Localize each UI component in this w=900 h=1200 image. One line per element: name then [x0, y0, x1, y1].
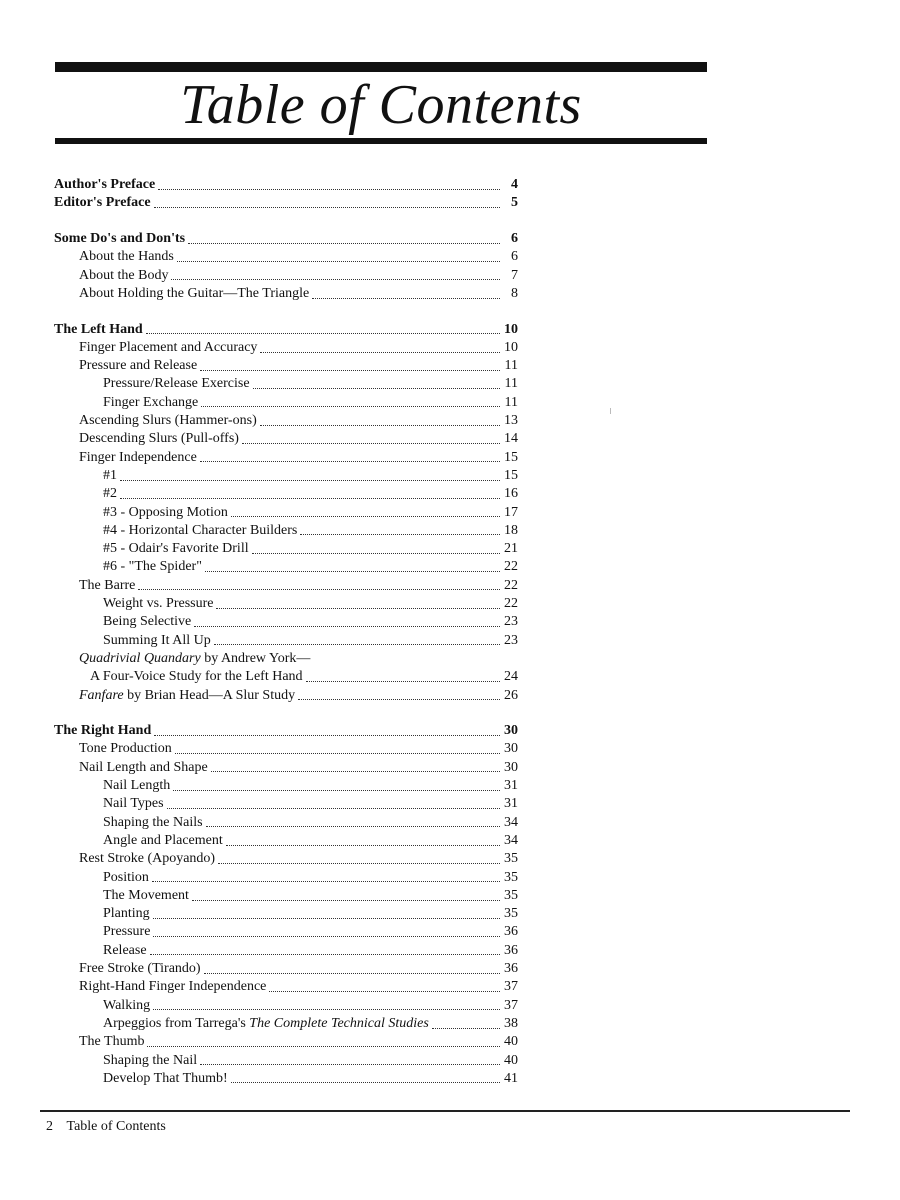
dot-leader — [167, 808, 500, 809]
toc-entry-page: 24 — [504, 669, 518, 685]
toc-entry — [54, 449, 518, 467]
toc-entry-label-text: Arpeggios from Tarrega's — [103, 1015, 250, 1031]
toc-entry-page: 35 — [504, 851, 518, 867]
toc-entry-label-text: by Andrew York— — [200, 650, 311, 666]
toc-entry — [54, 777, 518, 795]
dot-leader — [173, 790, 500, 791]
dot-leader — [231, 516, 500, 517]
toc-entry-page: 31 — [504, 796, 518, 812]
dot-leader — [154, 735, 500, 736]
toc-entry-label-text: About the Body — [79, 267, 169, 283]
toc-entry-page: 16 — [504, 486, 518, 502]
toc-entry-label-text: Finger Placement and Accuracy — [79, 339, 258, 355]
toc-entry — [54, 759, 518, 777]
toc-entry-label-text: #1 — [103, 467, 117, 483]
toc-entry-page: 6 — [511, 230, 518, 246]
toc-entry — [54, 960, 518, 978]
toc-entry-page: 41 — [504, 1070, 518, 1086]
dot-leader — [200, 370, 500, 371]
toc-entry — [54, 923, 518, 941]
toc-entry — [54, 795, 518, 813]
dot-leader — [120, 498, 500, 499]
toc-entry — [54, 577, 518, 595]
dot-leader — [298, 699, 500, 700]
dot-leader — [120, 480, 500, 481]
toc-entry — [54, 267, 518, 285]
toc-entry — [54, 1033, 518, 1051]
toc-entry-page: 15 — [504, 449, 518, 465]
toc-entry-page: 30 — [504, 759, 518, 775]
toc-entry-label — [79, 449, 197, 467]
toc-entry — [54, 887, 518, 905]
toc-entry — [54, 740, 518, 758]
toc-entry — [54, 942, 518, 960]
toc-entry — [54, 430, 518, 448]
dot-leader — [188, 243, 500, 244]
toc-entry-page: 34 — [504, 814, 518, 830]
toc-entry-label-text: Planting — [103, 906, 150, 922]
dot-leader — [153, 1009, 500, 1010]
toc-entry-label-text: Develop That Thumb! — [103, 1070, 228, 1086]
toc-entry-page: 35 — [504, 906, 518, 922]
toc-entry-label — [79, 412, 257, 430]
toc-entry-label — [54, 722, 151, 740]
toc-entry-label — [79, 650, 310, 668]
toc-entry — [54, 613, 518, 631]
toc-entry — [54, 814, 518, 832]
toc-entry-label — [103, 777, 170, 795]
toc-entry-label-text: Position — [103, 869, 149, 885]
toc-entry — [54, 1052, 518, 1070]
toc-entry-label — [103, 869, 149, 887]
toc-entry-label-text: Descending Slurs (Pull-offs) — [79, 431, 239, 447]
toc-entry-label — [79, 960, 201, 978]
toc-entry-label — [54, 321, 143, 339]
toc-entry-page: 34 — [504, 832, 518, 848]
footer-page-number: 2 — [46, 1119, 53, 1134]
dot-leader — [300, 534, 500, 535]
toc-entry-label-text: The Right Hand — [54, 723, 152, 739]
toc-entry — [54, 357, 518, 375]
toc-entry-page: 23 — [504, 632, 518, 648]
toc-entry-page: 31 — [504, 778, 518, 794]
toc-entry-label-text: Finger Independence — [79, 449, 197, 465]
toc-entry-page: 11 — [504, 358, 518, 374]
toc-entry-page: 35 — [504, 887, 518, 903]
dot-leader — [218, 863, 500, 864]
toc-entry-label — [79, 668, 303, 686]
toc-entry — [54, 1015, 518, 1033]
toc-entry-page: 37 — [504, 997, 518, 1013]
toc-entry-label — [103, 485, 117, 503]
toc-entry — [54, 467, 518, 485]
toc-entry — [54, 722, 518, 740]
dot-leader — [200, 461, 500, 462]
dot-leader — [231, 1082, 500, 1083]
toc-entry-label — [54, 194, 151, 212]
dot-leader — [204, 973, 500, 974]
toc-entry-label-text: Shaping the Nail — [103, 1052, 198, 1068]
dot-leader — [194, 626, 500, 627]
toc-entry — [54, 668, 518, 686]
toc-entry-page: 30 — [504, 723, 518, 739]
dot-leader — [216, 608, 500, 609]
toc-entry — [54, 339, 518, 357]
dot-leader — [206, 826, 500, 827]
dot-leader — [177, 261, 500, 262]
toc-entry-page: 5 — [511, 195, 518, 211]
toc-entry-label-text: Pressure and Release — [79, 358, 198, 374]
toc-entry-page: 15 — [504, 467, 518, 483]
toc-entry-label — [103, 632, 211, 650]
toc-entry-label — [103, 887, 189, 905]
page-title: Table of Contents — [180, 74, 582, 136]
dot-leader — [201, 406, 500, 407]
dot-leader — [226, 845, 500, 846]
toc-entry-label — [103, 522, 297, 540]
dot-leader — [211, 771, 500, 772]
dot-leader — [138, 589, 500, 590]
toc-entry-label — [79, 1033, 144, 1051]
toc-entry-label-text: Release — [103, 942, 147, 958]
toc-entry — [54, 230, 518, 248]
toc-entry — [54, 850, 518, 868]
footer-section-title: Table of Contents — [66, 1119, 166, 1134]
toc-entry-label — [79, 285, 309, 303]
toc-entry-label — [79, 740, 172, 758]
dot-leader — [158, 189, 500, 190]
toc-entry-label — [79, 430, 239, 448]
toc-entry-label-text: Nail Length — [103, 778, 171, 794]
dot-leader — [175, 753, 500, 754]
toc-entry — [54, 632, 518, 650]
toc-entry-label — [103, 905, 150, 923]
toc-entry-label — [103, 1052, 197, 1070]
toc-entry-label-text: About the Hands — [79, 249, 174, 265]
toc-entry-label — [54, 176, 155, 194]
toc-entry-label-text: #2 — [103, 486, 117, 502]
toc-entry-label-text: Some Do's and Don'ts — [54, 230, 186, 246]
dot-leader — [260, 352, 500, 353]
toc-list — [54, 176, 518, 1088]
dot-leader — [269, 991, 500, 992]
toc-entry-label-text: #6 - "The Spider" — [103, 559, 202, 575]
toc-entry-label-text: The Movement — [103, 887, 189, 903]
toc-entry — [54, 978, 518, 996]
toc-entry-label-text: Pressure — [103, 924, 151, 940]
toc-entry-label — [103, 595, 213, 613]
toc-entry-page: 21 — [504, 541, 518, 557]
toc-entry-label — [103, 613, 191, 631]
toc-entry-label — [79, 577, 135, 595]
toc-entry-label — [103, 832, 223, 850]
dot-leader — [205, 571, 500, 572]
toc-entry-label-text: #3 - Opposing Motion — [103, 504, 228, 520]
toc-entry-label-text: by Brian Head—A Slur Study — [123, 687, 296, 703]
toc-entry — [54, 1070, 518, 1088]
toc-entry-label-text: A Four-Voice Study for the Left Hand — [90, 669, 303, 685]
dot-leader — [192, 900, 500, 901]
toc-entry — [54, 285, 518, 303]
dot-leader — [214, 644, 500, 645]
toc-entry-label-text: Right-Hand Finger Independence — [79, 979, 267, 995]
dot-leader — [253, 388, 500, 389]
toc-entry-label-text: Finger Exchange — [103, 394, 199, 410]
toc-entry-page: 11 — [504, 376, 518, 392]
toc-entry-page: 14 — [504, 431, 518, 447]
toc-entry-page: 22 — [504, 596, 518, 612]
toc-entry-label — [79, 248, 174, 266]
dot-leader — [146, 333, 500, 334]
scan-speck — [610, 408, 611, 414]
toc-entry — [54, 905, 518, 923]
toc-entry-page: 36 — [504, 924, 518, 940]
toc-entry-label-text: Free Stroke (Tirando) — [79, 961, 201, 977]
toc-entry-label — [103, 540, 249, 558]
toc-entry — [54, 650, 518, 668]
toc-entry-page: 17 — [504, 504, 518, 520]
toc-entry-page: 36 — [504, 961, 518, 977]
toc-entry-page: 37 — [504, 979, 518, 995]
toc-entry-label-text: About Holding the Guitar—The Triangle — [79, 285, 310, 301]
toc-entry-page: 11 — [504, 394, 518, 410]
toc-entry-page: 8 — [511, 285, 518, 301]
toc-entry — [54, 832, 518, 850]
toc-entry-label-text: The Left Hand — [54, 321, 143, 337]
toc-entry-label — [79, 759, 208, 777]
toc-entry-page: 40 — [504, 1052, 518, 1068]
toc-entry-label-text: Tone Production — [79, 741, 172, 757]
toc-entry — [54, 248, 518, 266]
dot-leader — [242, 443, 500, 444]
dot-leader — [171, 279, 500, 280]
toc-entry — [54, 997, 518, 1015]
dot-leader — [152, 881, 500, 882]
toc-entry-label — [79, 850, 215, 868]
toc-entry-label-text: The Thumb — [79, 1034, 145, 1050]
toc-entry-label-italic: Quadrivial Quandary — [79, 650, 201, 666]
toc-entry-label-text: Author's Preface — [54, 177, 156, 192]
toc-entry — [54, 522, 518, 540]
toc-entry-label — [54, 230, 185, 248]
toc-entry-label-text: Nail Types — [103, 796, 164, 812]
toc-entry-label — [103, 1015, 429, 1033]
dot-leader — [200, 1064, 500, 1065]
toc-entry-label — [103, 504, 228, 522]
toc-entry-label — [103, 923, 150, 941]
toc-entry-label-text: Weight vs. Pressure — [103, 596, 214, 612]
toc-entry-label — [79, 687, 295, 705]
dot-leader — [312, 298, 500, 299]
toc-entry-label — [79, 267, 168, 285]
toc-entry-page: 10 — [504, 339, 518, 355]
toc-entry-label — [79, 978, 266, 996]
toc-entry-page: 22 — [504, 577, 518, 593]
toc-entry-label-italic: The Complete Technical Studies — [249, 1015, 429, 1031]
toc-entry-page: 36 — [504, 942, 518, 958]
toc-entry-label — [103, 795, 164, 813]
toc-entry — [54, 412, 518, 430]
toc-entry-label — [103, 558, 202, 576]
toc-entry — [54, 485, 518, 503]
toc-entry — [54, 504, 518, 522]
toc-entry-label-italic: Fanfare — [79, 687, 124, 703]
toc-entry — [54, 394, 518, 412]
toc-entry-label — [103, 942, 147, 960]
toc-entry-label-text: Shaping the Nails — [103, 814, 203, 830]
title-rule-bottom — [55, 138, 707, 144]
toc-entry-label — [103, 997, 150, 1015]
toc-entry-label — [103, 1070, 228, 1088]
dot-leader — [153, 918, 500, 919]
dot-leader — [252, 553, 500, 554]
toc-entry — [54, 595, 518, 613]
toc-entry-page: 13 — [504, 413, 518, 429]
toc-entry-page: 35 — [504, 869, 518, 885]
toc-entry — [54, 321, 518, 339]
toc-entry-label-text: The Barre — [79, 577, 136, 593]
dot-leader — [154, 207, 500, 208]
toc-entry-label — [79, 339, 257, 357]
toc-entry — [54, 869, 518, 887]
toc-entry-label — [79, 357, 197, 375]
toc-entry-label-text: Nail Length and Shape — [79, 759, 208, 775]
toc-entry-page: 10 — [504, 321, 518, 337]
toc-entry — [54, 540, 518, 558]
toc-entry-label-text: Ascending Slurs (Hammer-ons) — [79, 413, 257, 429]
toc-entry-label-text: Angle and Placement — [103, 832, 223, 848]
toc-entry-label-text: Being Selective — [103, 614, 192, 630]
dot-leader — [432, 1028, 500, 1029]
toc-entry — [54, 687, 518, 705]
dot-leader — [260, 425, 500, 426]
toc-entry-label-text: #4 - Horizontal Character Builders — [103, 522, 298, 538]
toc-entry-page: 6 — [511, 249, 518, 265]
toc-entry-label — [103, 467, 117, 485]
toc-entry — [54, 558, 518, 576]
toc-entry-label — [103, 814, 203, 832]
footer — [46, 1118, 166, 1136]
dot-leader — [147, 1046, 500, 1047]
toc-entry-page: 18 — [504, 522, 518, 538]
toc-entry — [54, 194, 518, 212]
toc-entry-page: 22 — [504, 559, 518, 575]
dot-leader — [153, 936, 500, 937]
toc-entry-label-text: Pressure/Release Exercise — [103, 376, 250, 392]
toc-entry-label-text: Editor's Preface — [54, 195, 151, 211]
toc-entry — [54, 375, 518, 393]
toc-entry-page: 38 — [504, 1015, 518, 1031]
dot-leader — [306, 681, 500, 682]
toc-entry — [54, 176, 518, 194]
toc-entry-label — [103, 375, 250, 393]
toc-entry-label — [103, 394, 198, 412]
toc-entry-label-text: Rest Stroke (Apoyando) — [79, 851, 216, 867]
toc-entry-page: 4 — [511, 177, 518, 192]
dot-leader — [150, 954, 500, 955]
toc-entry-label-text: Summing It All Up — [103, 632, 211, 648]
footer-rule — [40, 1110, 850, 1112]
toc-entry-page: 7 — [511, 267, 518, 283]
toc-entry-page: 30 — [504, 741, 518, 757]
toc-entry-label-text: #5 - Odair's Favorite Drill — [103, 541, 249, 557]
toc-entry-page: 40 — [504, 1034, 518, 1050]
toc-entry-page: 23 — [504, 614, 518, 630]
toc-entry-page: 26 — [504, 687, 518, 703]
toc-entry-label-text: Walking — [103, 997, 151, 1013]
